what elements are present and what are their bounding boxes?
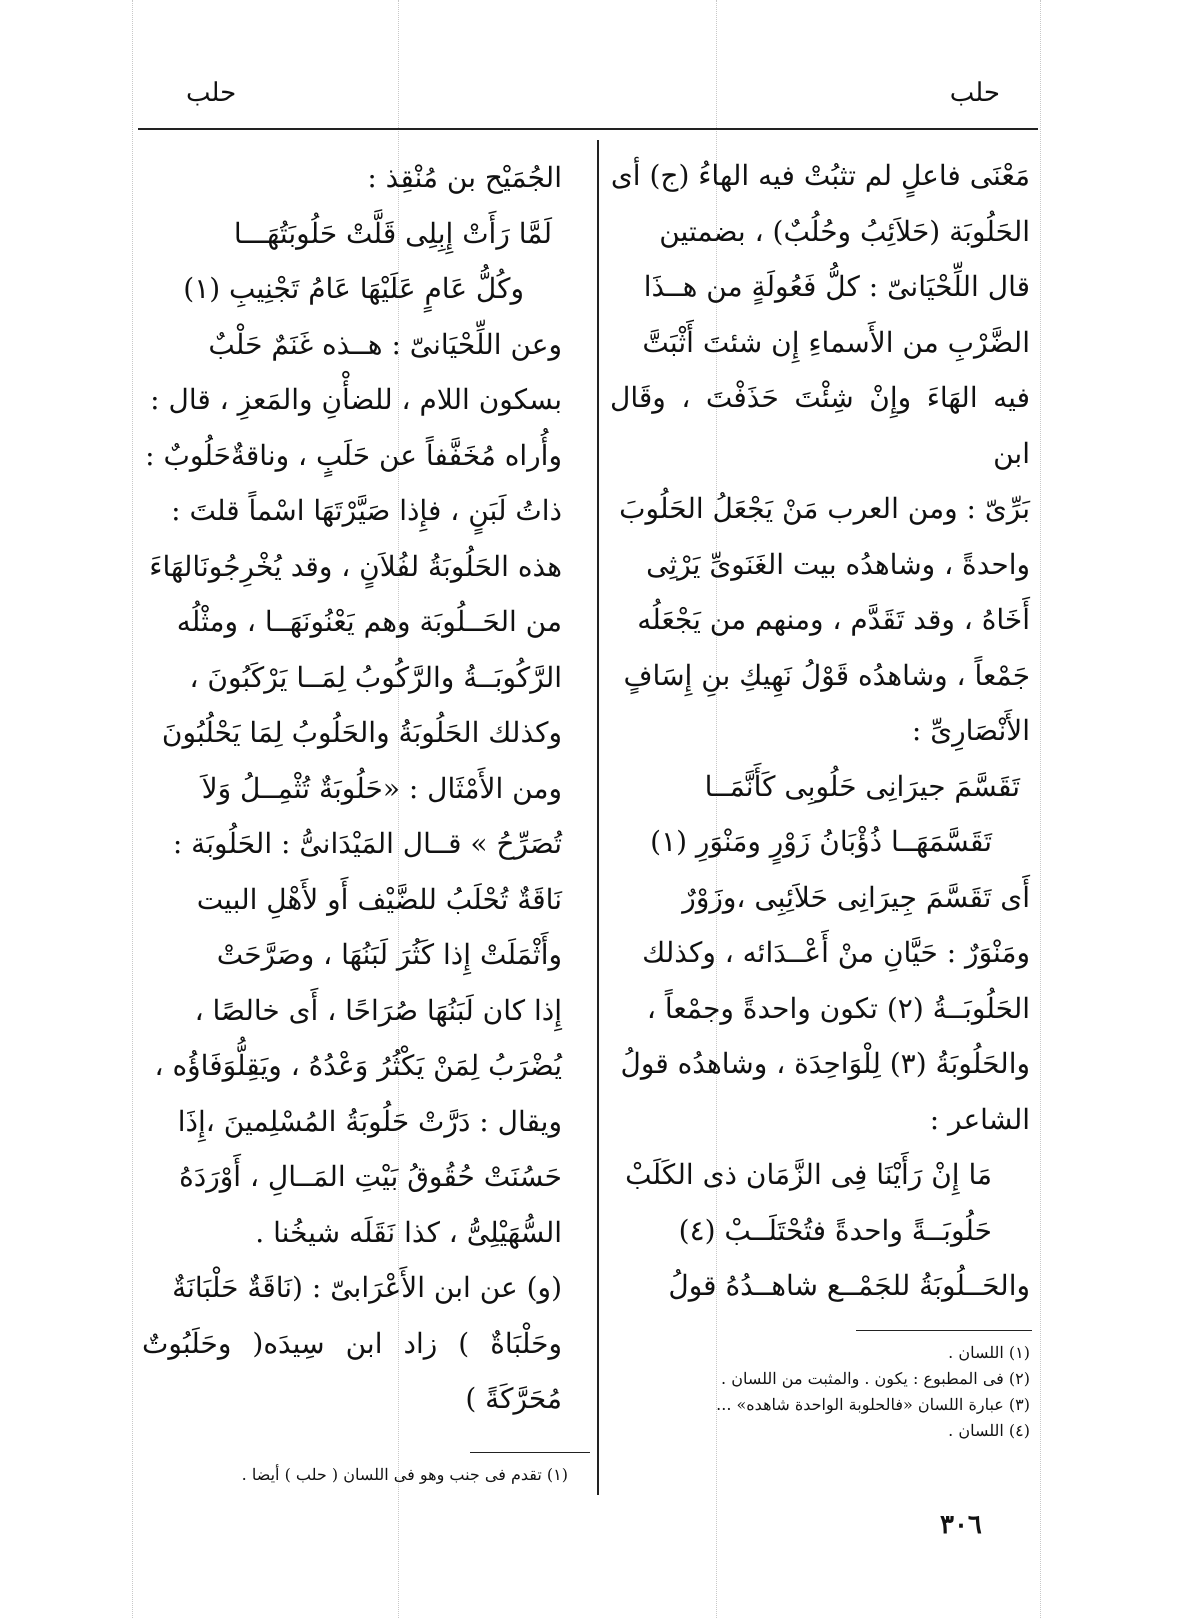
text-line: فيه الهَاءَ وإِنْ شِئْتَ حَذَفْتَ ، وقَال ابن <box>610 381 1030 470</box>
verse-line: تَقَسَّمَ جيرَانِى حَلُوبِى كَأَنَّمَــا <box>704 769 1020 803</box>
text-line: نَاقَةٌ تُحْلَبُ للضَّيْف أَو لأَهْلِ البيت <box>196 882 562 916</box>
text-line: والحَــلُوبَةُ للجَمْــع شاهــدُهُ قولُ <box>668 1269 1030 1302</box>
column-divider <box>597 140 599 1495</box>
right-column <box>610 148 1030 1314</box>
text-line: بَرِّىّ : ومن العرب مَنْ يَجْعَلُ الحَلُوبَ <box>619 492 1030 525</box>
footnote-rule-right <box>856 1330 1032 1331</box>
footnote: (١) تقدم فى جنب وهو فى اللسان ( حلب ) أيضا . <box>241 1465 568 1484</box>
text-line: حَسُنَتْ حُقُوقُ بَيْتِ المَــالِ ، أَوْرَدَهُ <box>179 1160 562 1193</box>
verse-line: حَلُوبَــةً واحدةً فتُحْتَلَــبْ (٤) <box>678 1213 992 1247</box>
text-line: قال اللِّحْيَانىّ : كلُّ فَعُولَةٍ من هــذَا <box>643 270 1030 303</box>
verse-line: لَمَّا رَأَتْ إِبِلِى قَلَّتْ حَلُوبَتُهَـــا <box>233 216 552 250</box>
running-head-right: حلب <box>949 78 1000 108</box>
text-line: والحَلُوبَةُ (٣) لِلْوَاحِدَة ، وشاهدُه قولُ <box>620 1047 1030 1080</box>
text-line: يُضْرَبُ لِمَنْ يَكْثُرُ وَعْدُهُ ، ويَقِلُّوَفَاؤُه ، <box>154 1049 562 1082</box>
text-line: وأُراه مُخَفَّفاً عن حَلَبٍ ، وناقةٌحَلُوبٌ : <box>145 438 562 472</box>
text-line: الحَلُوبَــةُ (٢) تكون واحدةً وجمْعاً ، <box>646 991 1030 1025</box>
text-line: ذاتُ لَبَنٍ ، فإِذا صَيَّرْتَهَا اسْماً قلتَ : <box>171 494 562 527</box>
text-line: وحَلْبَاةٌ ) زاد ابن سِيدَه( وحَلَبُوتٌ مُحَرَّكَةً ) <box>142 1326 562 1415</box>
footnote-rule-left <box>470 1452 590 1453</box>
verse-line: تَقَسَّمَهَــا ذُؤْبَانُ زَوْرٍ ومَنْوَرِ (١) <box>650 825 992 858</box>
right-footnotes <box>610 1340 1030 1444</box>
verse-line: مَا إِنْ رَأَيْنَا فِى الزَّمَان ذى الكَلَبْ <box>625 1158 992 1191</box>
text-line: بسكون اللام ، للضأْنِ والمَعزِ ، قال : <box>150 383 562 416</box>
footnote: (٤) اللسان . <box>948 1421 1030 1440</box>
footnote: (٣) عبارة اللسان «فالحلوبة الواحدة شاهده» ... <box>716 1395 1030 1414</box>
text-line: مَعْنَى فاعلٍ لم تثبُتْ فيه الهاءُ (ج) أى <box>610 159 1030 192</box>
verse-line: وكُلُّ عَامٍ عَلَيْهَا عَامُ تَجْنِيبِ (١) <box>183 272 524 305</box>
text-line: واحدةً ، وشاهدُه بيت الغَنَوىِّ يَرْثِى <box>646 547 1030 581</box>
text-line: من الحَــلُوبَة وهم يَعْنُونَهَــا ، ومثْلُه <box>176 605 562 638</box>
text-line: الضَّرْبِ من الأَسماءِ إِن شئتَ أَثْبَتَّ <box>642 325 1030 359</box>
text-line: وأَثْمَلَتْ إِذا كَثُرَ لَبَنُهَا ، وصَرَّحَتْ <box>216 938 562 971</box>
text-line: تُصَرِّحُ » قــال المَيْدَانىُّ : الحَلُوبَة : <box>172 827 562 860</box>
footnote: (١) اللسان . <box>948 1343 1030 1362</box>
text-line: وكذلك الحَلُوبَةُ والحَلُوبُ لِمَا يَحْلُبُونَ <box>161 716 562 749</box>
text-line: (و) عن ابن الأَعْرَابىّ : (نَاقَةٌ حَلْبَانَةٌ <box>172 1271 562 1304</box>
text-line: ومن الأَمْثَال : «حَلُوبَةٌ تُثْمِــلُ وَلاَ <box>201 771 562 805</box>
text-line: الشاعر : <box>929 1102 1030 1136</box>
text-line: جَمْعاً ، وشاهدُه قَوْلُ نَهِيكِ بنِ إِسَافٍ <box>623 658 1030 692</box>
text-line: أَى تَقَسَّمَ جِيرَانِى حَلاَئِبِى ،وزَوْرٌ <box>682 880 1030 914</box>
text-line: إِذا كان لَبَنُهَا صُرَاحًا ، أَى خالصًا ، <box>194 993 562 1027</box>
footnote: (٢) فى المطبوع : يكون . والمثبت من اللسان . <box>721 1369 1030 1388</box>
left-column <box>142 150 562 1427</box>
text-line: أَخَاهُ ، وقد تَقَدَّم ، ومنهم من يَجْعَلُه <box>637 603 1030 636</box>
running-head-left: حلب <box>186 78 237 108</box>
header-rule <box>138 128 1038 130</box>
text-line: ويقال : دَرَّتْ حَلُوبَةُ المُسْلِمينَ ،إِذَا <box>177 1104 562 1138</box>
text-line: الرَّكُوبَــةُ والرَّكُوبُ لِمَــا يَرْكَبُونَ ، <box>189 660 562 694</box>
text-line: الحَلُوبَة (حَلاَئِبُ وحُلُبٌ) ، بضمتين <box>659 214 1030 248</box>
text-line: وعن اللِّحْيَانىّ : هــذه غَنَمٌ حَلْبٌ <box>208 327 562 361</box>
text-line: الجُمَيْح بن مُنْقِذ : <box>367 161 562 194</box>
page-number: ٣٠٦ <box>940 1510 982 1540</box>
text-line: هذه الحَلُوبَةُ لفُلاَنٍ ، وقد يُخْرِجُونَالهَاءَ <box>149 549 562 583</box>
text-line: الأَنْصَارِىِّ : <box>911 714 1030 747</box>
text-line: السُّهَيْلِىُّ ، كذا نَقَلَه شيخُنا . <box>255 1215 562 1249</box>
text-line: ومَنْوَرٌ : حَيَّانِ منْ أَعْــدَائه ، وكذلك <box>642 936 1030 969</box>
left-footnotes <box>138 1462 568 1488</box>
